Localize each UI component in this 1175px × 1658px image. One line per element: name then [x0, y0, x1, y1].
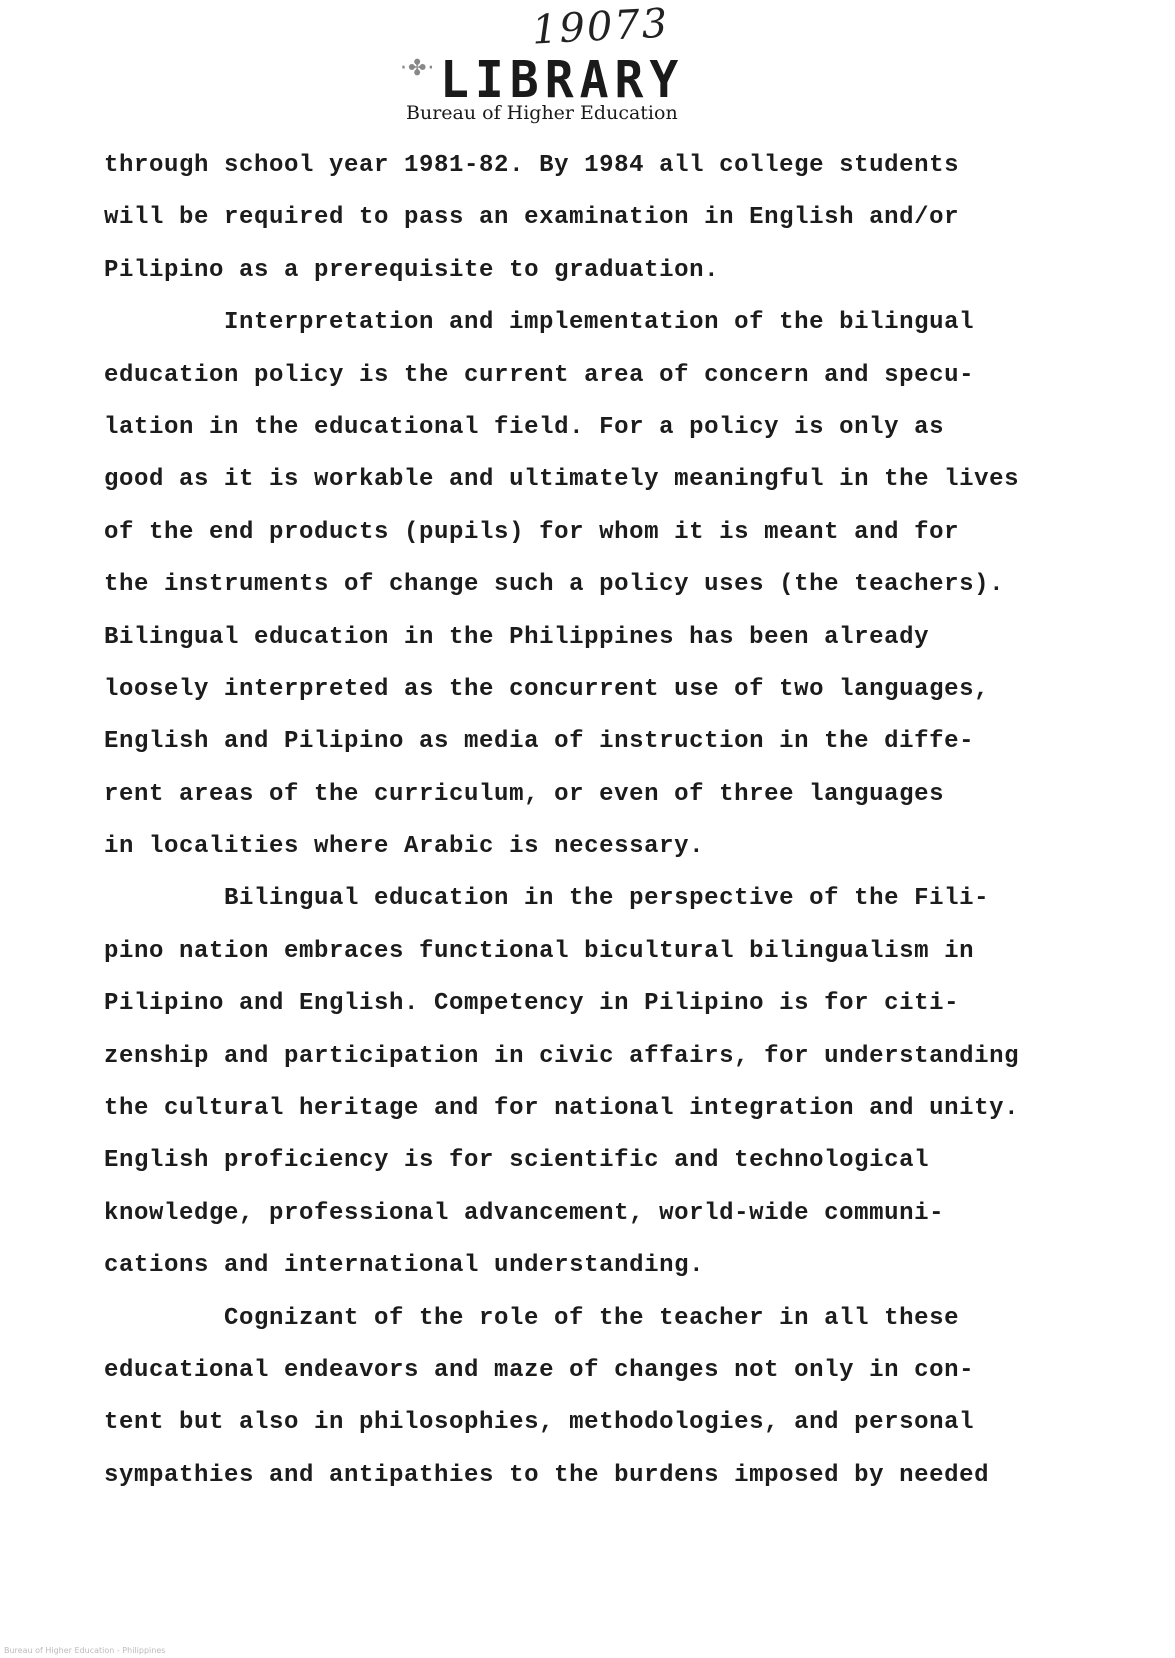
text-line: education policy is the current area of concern and specu-	[104, 361, 975, 389]
stamp-emblem-icon: ·✤·	[400, 56, 436, 81]
text-line: the cultural heritage and for national integration and unity.	[104, 1095, 1020, 1123]
text-line: of the end products (pupils) for whom it is meant and for	[104, 518, 960, 546]
text-line: tent but also in philosophies, methodologies, and personal	[104, 1409, 975, 1437]
text-line: through school year 1981-82. By 1984 all college students	[104, 152, 960, 179]
paragraph-start-line: Interpretation and implementation of the bilingual	[224, 309, 975, 337]
text-line: English proficiency is for scientific and technological	[104, 1147, 930, 1175]
paragraph-start-line: Bilingual education in the perspective of the Fili-	[224, 885, 990, 913]
text-line: zenship and participation in civic affairs, for understanding	[104, 1042, 1020, 1070]
text-line: rent areas of the curriculum, or even of three languages	[104, 780, 945, 808]
text-line: good as it is workable and ultimately meaningful in the lives	[104, 466, 1020, 494]
bureau-subtitle: Bureau of Higher Education	[406, 102, 678, 124]
accession-number: 19073	[530, 0, 671, 54]
text-line: in localities where Arabic is necessary.	[104, 833, 705, 861]
text-line: the instruments of change such a policy uses (the teachers).	[104, 571, 1005, 599]
text-line: Bilingual education in the Philippines has been already	[104, 623, 930, 651]
library-title: LIBRARY	[440, 50, 685, 110]
text-line: Pilipino as a prerequisite to graduation.	[104, 256, 720, 284]
text-line: Pilipino and English. Competency in Pilipino is for citi-	[104, 990, 960, 1018]
library-stamp	[400, 52, 800, 122]
body-text	[104, 140, 1114, 1502]
scan-footer-note: Bureau of Higher Education - Philippines	[4, 1646, 166, 1655]
text-line: lation in the educational field. For a policy is only as	[104, 413, 945, 441]
text-line: sympathies and antipathies to the burdens imposed by needed	[104, 1461, 990, 1489]
paragraph-start-line: Cognizant of the role of the teacher in all these	[224, 1304, 960, 1332]
text-line: pino nation embraces functional bicultural bilingualism in	[104, 937, 975, 965]
text-line: educational endeavors and maze of changes not only in con-	[104, 1356, 975, 1384]
text-line: loosely interpreted as the concurrent use of two languages,	[104, 675, 990, 703]
text-line: English and Pilipino as media of instruction in the diffe-	[104, 728, 975, 756]
text-line: cations and international understanding.	[104, 1252, 705, 1280]
text-line: knowledge, professional advancement, world-wide communi-	[104, 1199, 945, 1227]
text-line: will be required to pass an examination in English and/or	[104, 204, 960, 232]
